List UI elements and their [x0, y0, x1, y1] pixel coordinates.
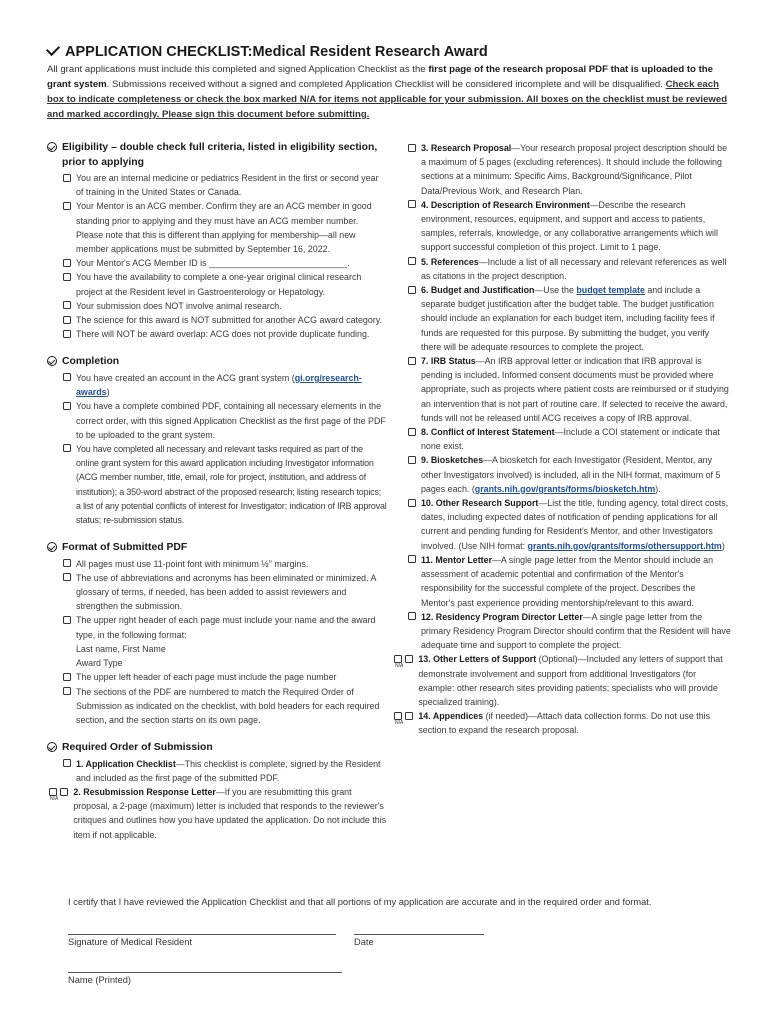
check-circle-icon: [47, 356, 57, 366]
order-item: 1. Application Checklist—This checklist is complete, signed by the Resident and included as the first page of the submitted PDF.: [63, 757, 387, 785]
biosketch-link[interactable]: grants.nih.gov/grants/forms/biosketch.htm: [474, 483, 656, 494]
check-circle-icon: [47, 542, 57, 552]
signature-label: Signature of Medical Resident: [68, 937, 193, 947]
order-item: N/A 13. Other Letters of Support (Optional)—Included any letters of support that demonstrate involvement and support from additional Investigators (for example: other research sites providing patients; specialists who will provide specialized training).: [395, 654, 723, 707]
order-item: 4. Description of Research Environment—Describe the research environment, resources, equipment, and support and access to patients, samples, referrals, knowledge, or any collaborative arrangements which will support successful completion of this project. Limit to 1 page.: [408, 198, 731, 255]
checkbox[interactable]: [63, 687, 71, 695]
certification-statement: I certify that I have reviewed the Application Checklist and that all portions of my application are accurate and in the required order and format.: [68, 897, 652, 907]
checkbox[interactable]: [63, 174, 71, 182]
checkbox[interactable]: [63, 202, 71, 210]
checkbox[interactable]: [408, 555, 416, 563]
order-item: N/A 14. Appendices (if needed)—Attach data collection forms. Do not use this section to expand the research proposal.: [395, 711, 711, 736]
checkbox[interactable]: [63, 673, 71, 681]
na-checkbox[interactable]: [394, 712, 402, 720]
format-item: All pages must use 11-point font with minimum ½" margins.: [63, 557, 387, 571]
format-item: The use of abbreviations and acronyms has been eliminated or minimized. A glossary of terms, if needed, has been added to assist reviewers and strengthen the submission.: [63, 571, 387, 614]
checkbox[interactable]: [63, 301, 71, 309]
signature-line[interactable]: [68, 934, 336, 935]
checkbox[interactable]: [63, 444, 71, 452]
na-checkbox-group: N/A: [394, 652, 403, 669]
na-checkbox-group: N/A: [394, 709, 403, 726]
checkbox[interactable]: [63, 573, 71, 581]
eligibility-item: You have the availability to complete a one-year original clinical research project at the Resident level in Gastroenterology or Hepatology.: [63, 270, 387, 298]
name-label: Name (Printed): [68, 975, 132, 985]
eligibility-item: The science for this award is NOT submitted for another ACG award category.: [63, 313, 387, 327]
order-item: 5. References—Include a list of all necessary and relevant references as well as citations in the project description.: [408, 255, 731, 283]
eligibility-heading: Eligibility – double check full criteria, listed in eligibility section, prior to applying: [47, 141, 387, 170]
completion-heading: Completion: [47, 355, 387, 370]
order-item: 7. IRB Status—An IRB approval letter or indication that IRB approval is pending is included. Informed consent documents must be provided where appropriate, such as projects where patient costs are reimbursed or if studying an intervention that is not part of routine care. If selected to receive the award, funds will not be released until ACG receives a copy of IRB approval.: [408, 354, 731, 425]
page-title: APPLICATION CHECKLIST:Medical Resident Research Award: [47, 44, 488, 60]
checkbox[interactable]: [63, 559, 71, 567]
eligibility-item: There will NOT be award overlap: ACG does not provide duplicate funding.: [63, 327, 387, 341]
checkbox[interactable]: [408, 357, 416, 365]
checkbox[interactable]: [408, 456, 416, 464]
checkbox[interactable]: [63, 316, 71, 324]
order-item: 10. Other Research Support—List the title, funding agency, total direct costs, dates, including expected dates of notification of pending applications for all current and pending funding for Resident's Mentor, and other Investigators involved. (Use NIH format: grants.nih.gov/grants/forms/othersupport.htm): [408, 496, 731, 553]
format-item: The upper right header of each page must include your name and the award type, in the following format: Last name, First Name Award Type: [63, 613, 387, 670]
checkbox[interactable]: [408, 144, 416, 152]
completion-item: You have completed all necessary and relevant tasks required as part of the online grant system for this award application including Investigator information (ACG member number, title, email, role for project, institution, and address of institution); a 350-word abstract of the proposed research; listing research topics; a list of any potential conflicts of interest for Investigator; indication of IRB approval status; re-submission status.: [63, 442, 387, 527]
format-item: The sections of the PDF are numbered to match the Required Order of Submission as indicated on the checklist, with bold headers for each required section, and the section starts on its own page.: [63, 685, 387, 728]
na-checkbox-group: N/A: [49, 785, 58, 802]
right-column: [396, 141, 731, 738]
checkmark-icon: [46, 42, 60, 56]
checkbox[interactable]: [408, 499, 416, 507]
checkbox[interactable]: [63, 330, 71, 338]
completion-item: You have created an account in the ACG grant system (gi.org/research-awards): [63, 371, 387, 399]
eligibility-item: Your Mentor is an ACG member. Confirm they are an ACG member in good standing prior to applying and they must have an ACG member number. Please note that this is different than applying for membership—all new member applications must be submitted by September 16, 2022.: [63, 199, 387, 256]
name-line[interactable]: [68, 972, 342, 973]
intro-paragraph: All grant applications must include this completed and signed Application Checklist as the first page of the research proposal PDF that is uploaded to the grant system. Submissions received without a signed and completed Application Checklist will be considered incomplete and will be disqualified. Check each box to indicate completeness or check the box marked N/A for items not applicable for your submission. All boxes on the checklist must be reviewed and marked accordingly. Please sign this document before submitting.: [47, 64, 728, 120]
date-line[interactable]: [354, 934, 484, 935]
order-item: 12. Residency Program Director Letter—A single page letter from the primary Residency Program Director should confirm that the Resident will have adequate time and support to complete the project.: [408, 610, 731, 653]
checkbox[interactable]: [63, 759, 71, 767]
check-circle-icon: [47, 742, 57, 752]
na-checkbox[interactable]: [394, 655, 402, 663]
order-item: 3. Research Proposal—Your research proposal project description should be a maximum of 5 pages (excluding references). It should include the following sections at a minimum: Specific Aims, Background/Significance, Pilot Data/Previous Work, and Research Plan.: [408, 141, 731, 198]
eligibility-item: Your Mentor's ACG Member ID is ____________________________.: [63, 256, 387, 270]
eligibility-item: You are an internal medicine or pediatrics Resident in the first or second year of training in the United States or Canada.: [63, 171, 387, 199]
na-checkbox[interactable]: [49, 788, 57, 796]
order-item: 11. Mentor Letter—A single page letter from the Mentor should include an assessment of academic potential and confirmation of the Mentor's responsibility for the successful complete of the project. Describes the Mentor's past experience providing mentorship/relevant to this award.: [408, 553, 731, 610]
checkbox[interactable]: [408, 257, 416, 265]
left-column: [47, 141, 387, 842]
research-awards-link[interactable]: gi.org/research-awards: [76, 372, 362, 398]
check-circle-icon: [47, 142, 57, 152]
checkbox[interactable]: [408, 286, 416, 294]
order-item: 8. Conflict of Interest Statement—Include a COI statement or indicate that none exist.: [408, 425, 731, 453]
checkbox[interactable]: [63, 402, 71, 410]
checkbox[interactable]: [63, 259, 71, 267]
othersupport-link[interactable]: grants.nih.gov/grants/forms/othersupport.htm: [527, 540, 722, 551]
order-item: 9. Biosketches—A biosketch for each Investigator (Resident, Mentor, any other Investigators involved) is included, all in the NIH format, maximum of 5 pages each. (grants.nih.gov/grants/forms/biosketch.htm).: [408, 453, 731, 496]
completion-item: You have a complete combined PDF, containing all necessary elements in the correct order, with this signed Application Checklist as the first page of the PDF to be uploaded to the grant system.: [63, 399, 387, 442]
checkbox[interactable]: [408, 612, 416, 620]
checkbox[interactable]: [405, 712, 413, 720]
format-item: The upper left header of each page must include the page number: [63, 670, 387, 684]
order-heading: Required Order of Submission: [47, 741, 387, 756]
eligibility-item: Your submission does NOT involve animal research.: [63, 299, 387, 313]
checkbox[interactable]: [405, 655, 413, 663]
checkbox[interactable]: [60, 788, 68, 796]
checkbox[interactable]: [408, 200, 416, 208]
order-item: 6. Budget and Justification—Use the budget template and include a separate budget justification after the budget table. The budget justification should include an explanation for each budget item, including facility fees if funds are requested for this purpose. By submitting the budget, you verify there will be adequate resources to complete the project.: [408, 283, 731, 354]
checkbox[interactable]: [63, 273, 71, 281]
format-heading: Format of Submitted PDF: [47, 541, 387, 556]
order-item: N/A 2. Resubmission Response Letter—If you are resubmitting this grant proposal, a 2-page (maximum) letter is included that responds to the reviewer's critiques and outlines how you have updated the application. Do not include this item if not applicable.: [50, 787, 387, 840]
budget-template-link[interactable]: budget template: [576, 285, 645, 296]
checkbox[interactable]: [63, 616, 71, 624]
date-label: Date: [354, 937, 374, 947]
checkbox[interactable]: [408, 428, 416, 436]
checkbox[interactable]: [63, 373, 71, 381]
